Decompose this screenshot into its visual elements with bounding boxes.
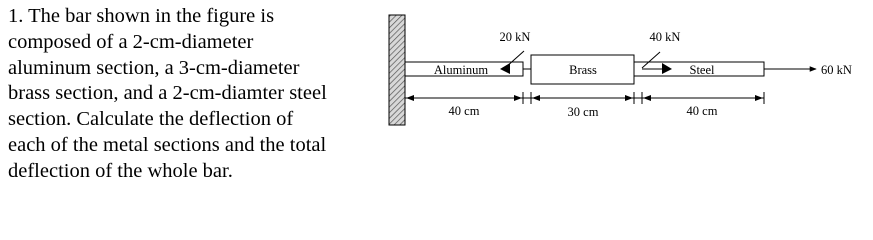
problem-line: aluminum section, a 3-cm-diameter (8, 56, 300, 79)
problem-line: section. Calculate the deflection of (8, 108, 294, 131)
dimension-arrowhead (625, 95, 633, 101)
dimension-arrowhead (755, 95, 763, 101)
steel-label: Steel (689, 63, 715, 77)
problem-line: deflection of the whole bar. (8, 159, 233, 182)
aluminum-label: Aluminum (433, 63, 489, 77)
dimension-arrowhead (643, 95, 651, 101)
steel-length-label: 40 cm (686, 104, 718, 118)
bar-figure (384, 10, 864, 130)
brass-label: Brass (569, 63, 597, 77)
wall-support (389, 15, 405, 125)
load-label-60kn: 60 kN (821, 63, 852, 77)
aluminum-length-label: 40 cm (448, 104, 480, 118)
dimension-arrowhead (514, 95, 522, 101)
dimension-arrowhead (406, 95, 414, 101)
dimension-arrowhead (532, 95, 540, 101)
load-label-40kn: 40 kN (649, 30, 681, 44)
problem-line: brass section, and a 2-cm-diamter steel (8, 82, 327, 105)
problem-line: 1. The bar shown in the figure is (8, 5, 275, 27)
problem-line: each of the metal sections and the total (8, 133, 327, 156)
problem-line: composed of a 2-cm-diameter (8, 30, 254, 53)
problem-statement (8, 4, 368, 185)
load-label-20kn: 20 kN (499, 30, 531, 44)
brass-length-label: 30 cm (567, 105, 599, 119)
